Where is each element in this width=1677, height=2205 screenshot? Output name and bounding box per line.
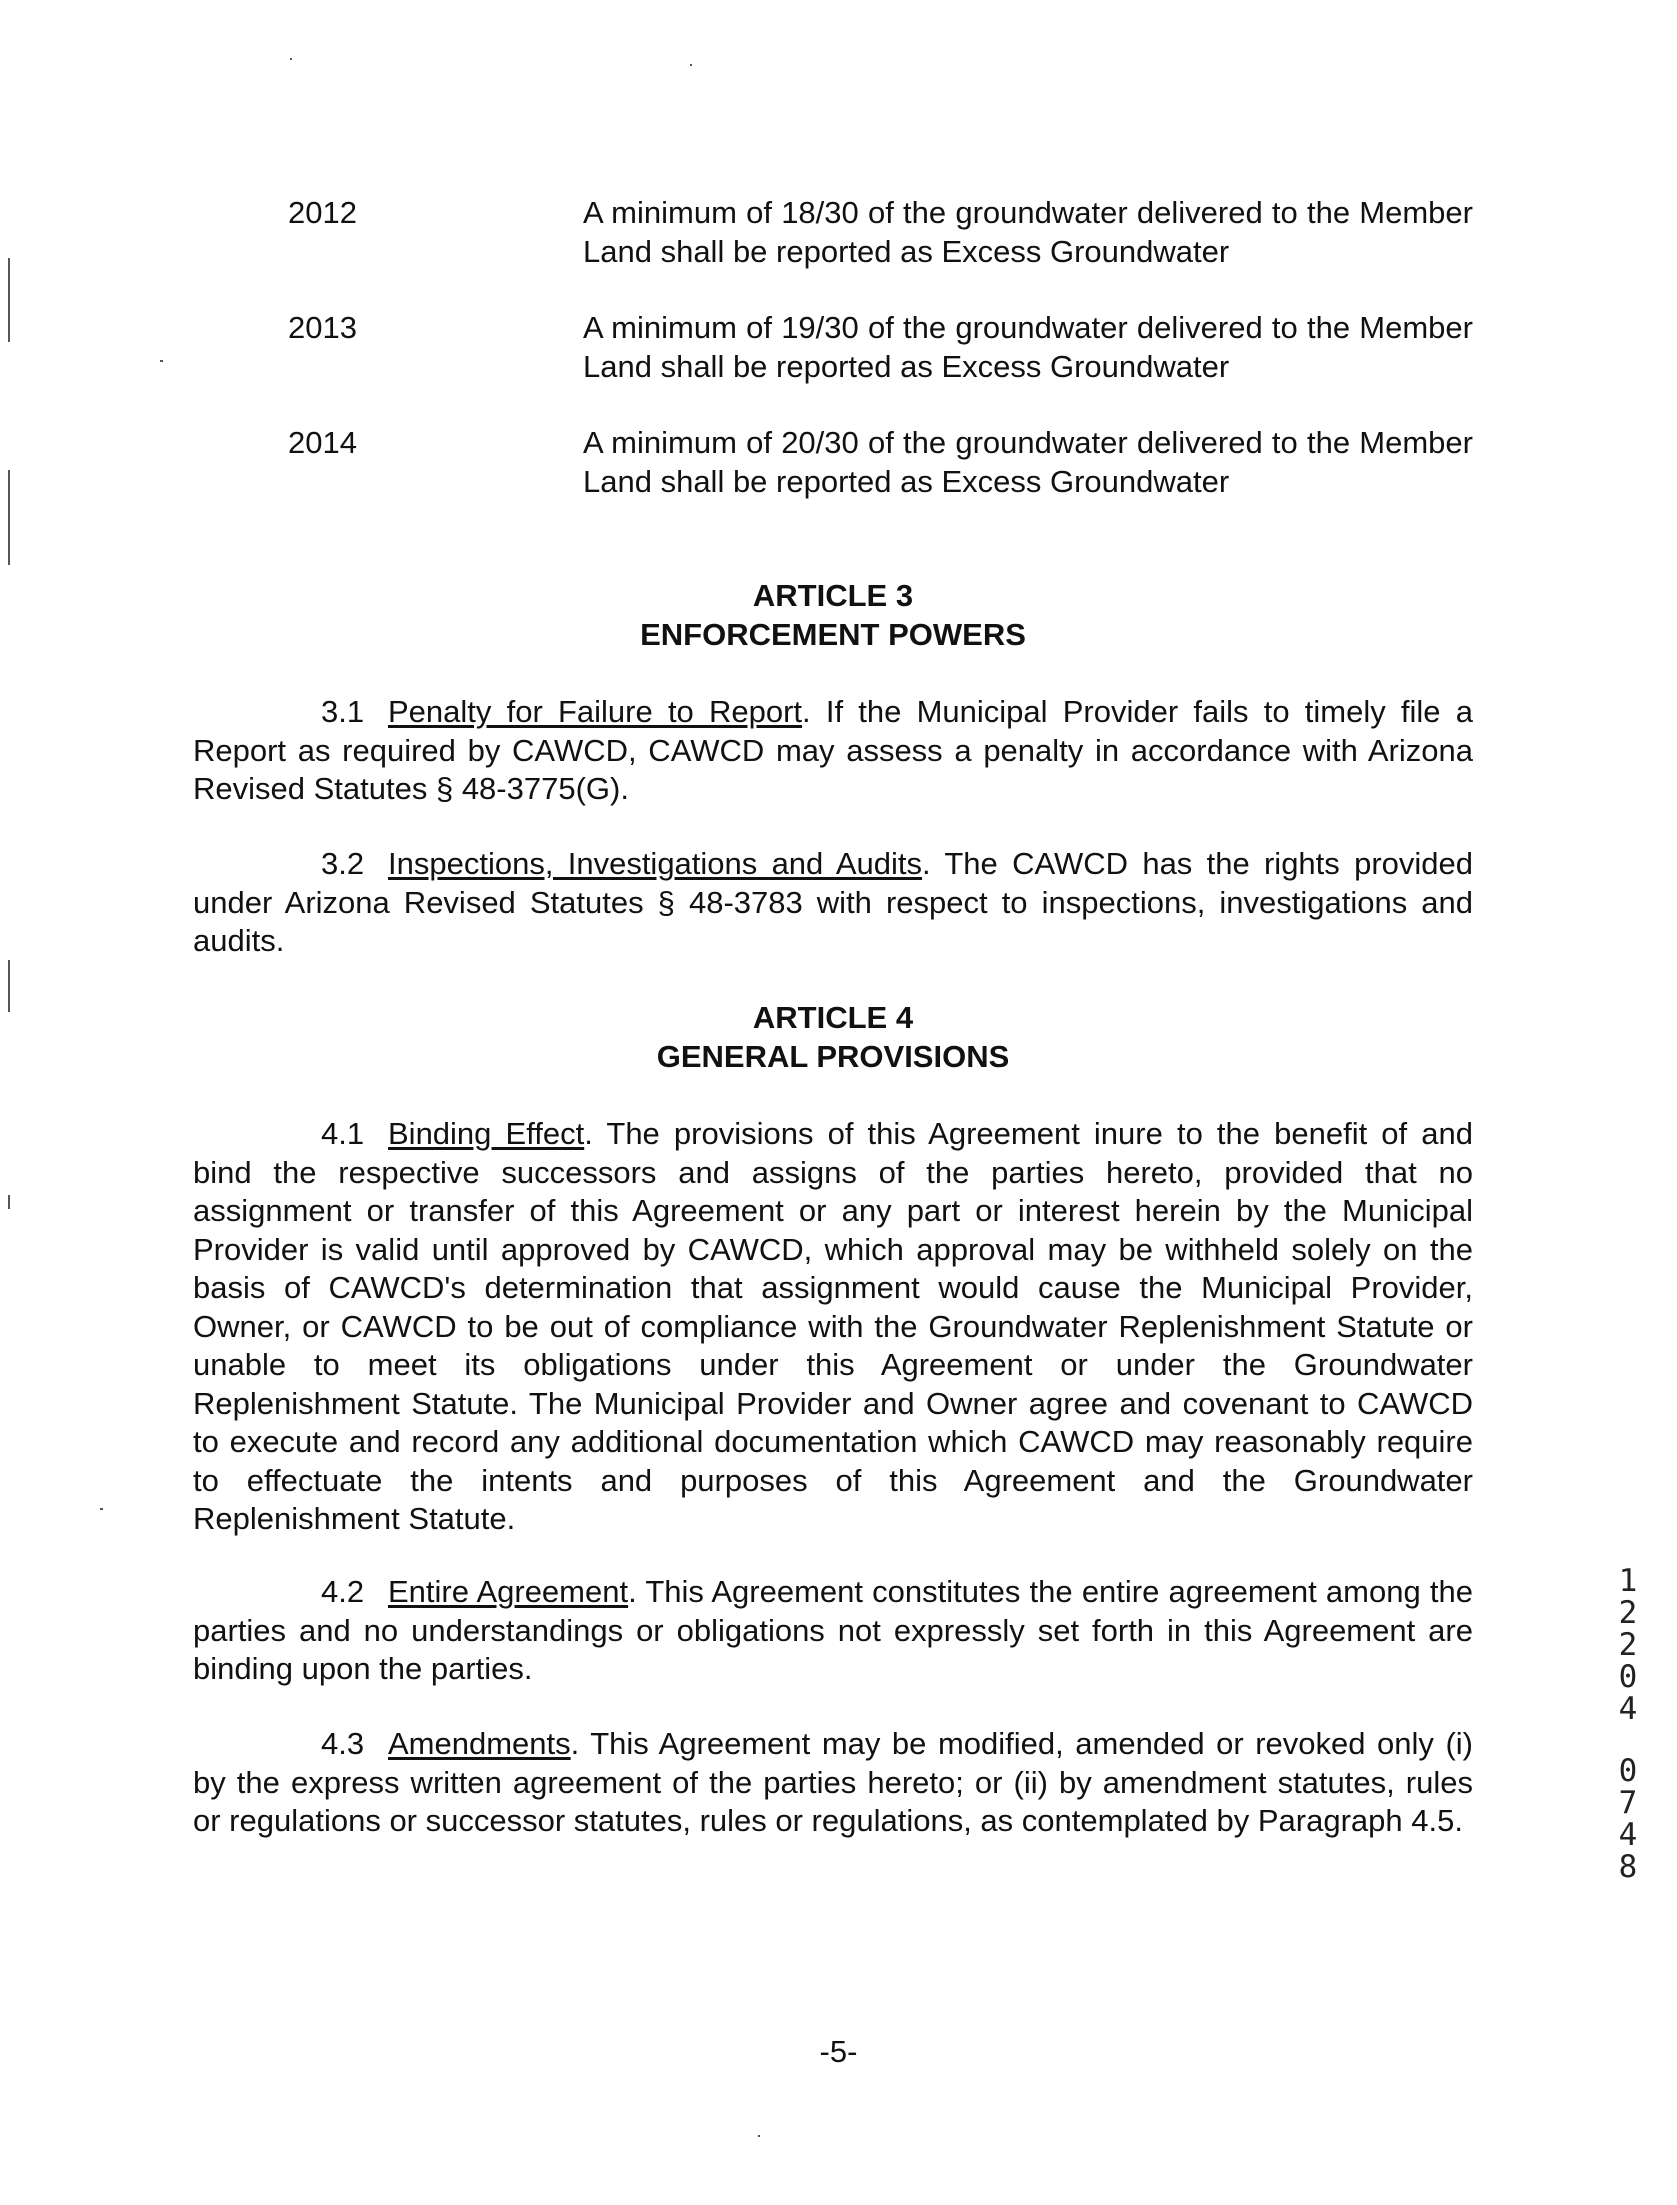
section-caption: Entire Agreement: [388, 1574, 629, 1609]
scan-artifact: [290, 58, 292, 60]
scan-artifact: [8, 1195, 10, 1209]
article-3-title: ENFORCEMENT POWERS: [640, 617, 1026, 652]
section-number: 4.2: [321, 1574, 365, 1609]
stamp-digit: 2: [1618, 1595, 1638, 1631]
section-number: 4.1: [321, 1116, 365, 1151]
section-caption: Binding Effect: [388, 1116, 585, 1151]
scan-artifact: [100, 1508, 103, 1510]
section-text: . The CAWCD has the rights provided under Arizona Revised Statutes § 48-3783 with respect to inspections, investigations and audits.: [193, 846, 1473, 958]
article-4-number: ARTICLE 4: [752, 1000, 914, 1035]
schedule-text: A minimum of 19/30 of the groundwater delivered to the Member Land shall be reported as Excess Groundwater: [583, 310, 1473, 384]
section-4-3: [193, 1725, 1473, 1841]
section-number: 3.2: [321, 846, 365, 881]
section-text: . If the Municipal Provider fails to timely file a Report as required by CAWCD, CAWCD may assess a penalty in accordance with Arizona Revised Statutes § 48-3775(G).: [193, 694, 1473, 806]
recording-number-stamp: [1608, 1565, 1648, 1883]
scan-artifact: [758, 2135, 760, 2137]
scan-artifact: [690, 64, 692, 66]
section-caption: Inspections, Investigations and Audits: [388, 846, 923, 881]
schedule-text: A minimum of 18/30 of the groundwater delivered to the Member Land shall be reported as Excess Groundwater: [583, 195, 1473, 269]
section-caption: Penalty for Failure to Report: [388, 694, 803, 729]
section-3-2: [193, 845, 1473, 961]
scan-artifact: [8, 258, 10, 342]
section-text: . The provisions of this Agreement inure to the benefit of and bind the respective successors and assigns of the parties hereto, provided that no assignment or transfer of this Agreement or any part or interest herein by the Municipal Provider is valid until approved by CAWCD, which approval may be withheld solely on the basis of CAWCD's determination that assignment would cause the Municipal Provider, Owner, or CAWCD to be out of compliance with the Groundwater Replenishment Statute or unable to meet its obligations under this Agreement or under the Groundwater Replenishment Statute. The Municipal Provider and Owner agree and covenant to CAWCD to execute and record any additional documentation which CAWCD may reasonably require to effectuate the intents and purposes of this Agreement and the Groundwater Replenishment Statute.: [193, 1116, 1473, 1536]
stamp-gap: [1608, 1725, 1648, 1755]
scan-artifact: [8, 470, 10, 565]
schedule-year: 2012: [288, 195, 357, 230]
scan-artifact: [8, 960, 10, 1012]
stamp-digit: 8: [1618, 1849, 1638, 1885]
article-4-title: GENERAL PROVISIONS: [656, 1039, 1010, 1074]
section-caption: Amendments: [388, 1726, 571, 1761]
stamp-digit: 7: [1618, 1785, 1638, 1821]
stamp-digit: 0: [1618, 1753, 1638, 1789]
stamp-digit: 2: [1618, 1627, 1638, 1663]
section-text: . This Agreement may be modified, amended or revoked only (i) by the express written agreement of the parties hereto; or (ii) by amendment statutes, rules or regulations or successor statutes, rules or regulations, as contemplated by Paragraph 4.5.: [193, 1726, 1473, 1838]
section-4-2: [193, 1573, 1473, 1689]
section-text: . This Agreement constitutes the entire agreement among the parties and no understandings or obligations not expressly set forth in this Agreement are binding upon the parties.: [193, 1574, 1473, 1686]
stamp-digit: 4: [1618, 1691, 1638, 1727]
section-number: 4.3: [321, 1726, 365, 1761]
stamp-digit: 0: [1618, 1659, 1638, 1695]
schedule-text: A minimum of 20/30 of the groundwater delivered to the Member Land shall be reported as Excess Groundwater: [583, 425, 1473, 499]
section-4-1: [193, 1115, 1473, 1539]
page-number: -5-: [819, 2034, 858, 2069]
section-3-1: [193, 693, 1473, 809]
schedule-year: 2013: [288, 310, 357, 345]
stamp-digit: 1: [1618, 1563, 1638, 1599]
section-number: 3.1: [321, 694, 365, 729]
article-3-number: ARTICLE 3: [752, 578, 914, 613]
schedule-year: 2014: [288, 425, 357, 460]
scan-artifact: [160, 360, 163, 362]
stamp-digit: 4: [1618, 1817, 1638, 1853]
